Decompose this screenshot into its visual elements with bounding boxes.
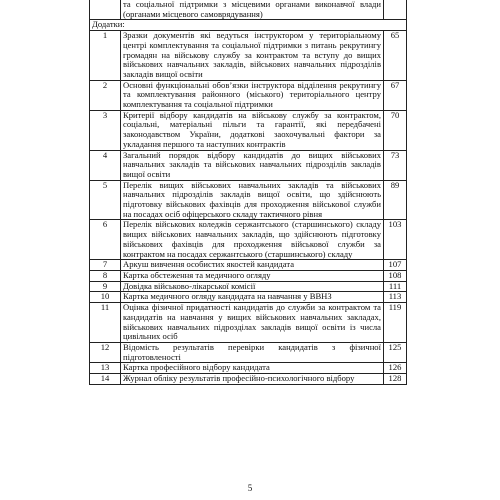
toc-row-page: 119 xyxy=(384,303,407,343)
toc-row xyxy=(90,270,407,281)
toc-row-number: 14 xyxy=(90,374,121,385)
toc-row-number: 13 xyxy=(90,363,121,374)
toc-row-title: Відомість результатів перевірки кандидатів з фізичної підготовленості xyxy=(121,342,384,362)
toc-row xyxy=(90,260,407,271)
toc-row-page: 67 xyxy=(384,80,407,110)
toc-row-number: 3 xyxy=(90,110,121,150)
toc-row-title: Перелік вищих військових навчальних закладів та військових навчальних підрозділів закладів вищої освіти, що здійснюють підготовку військових фахівців для проходження військової служби на посадах осіб офіцерського складу тактичного рівня xyxy=(121,180,384,220)
toc-row-page: 128 xyxy=(384,374,407,385)
toc-row-number: 1 xyxy=(90,31,121,81)
toc-row-number: 2 xyxy=(90,80,121,110)
toc-row xyxy=(90,303,407,343)
toc-row-page: 65 xyxy=(384,31,407,81)
toc-row-number: 9 xyxy=(90,281,121,292)
toc-row-title: Зразки документів які ведуться інструктором у територіальному центрі комплектування та соціальної підтримки з питань рекрутингу громадян на військову службу за контрактом та вступу до вищих військових навчальних закладів, військових навчальних підрозділів закладів вищої освіти xyxy=(121,31,384,81)
toc-row-page xyxy=(384,0,407,20)
toc-row xyxy=(90,180,407,220)
appendices-label: Додатки: xyxy=(90,20,407,31)
toc-row xyxy=(90,374,407,385)
toc-row-title: Картка професійного відбору кандидата xyxy=(121,363,384,374)
toc-row-page: 89 xyxy=(384,180,407,220)
toc-row-title: Критерії відбору кандидатів на військову службу за контрактом, соціальні, матеріальні пільги та гарантії, які передбачені законодавством України, додаткові заохочувальні фактори за укладання першого та наступних контрактів xyxy=(121,110,384,150)
toc-row xyxy=(90,342,407,362)
toc-body xyxy=(90,0,407,384)
toc-row-number: 12 xyxy=(90,342,121,362)
toc-row-number: 10 xyxy=(90,292,121,303)
toc-row-title: Перелік військових коледжів сержантського (старшинського) складу вищих військових навчальних закладів, що здійснюють підготовку військових фахівців для проходження військової служби за контрактом на посадах сержантського (старшинського) складу xyxy=(121,220,384,260)
toc-row-title: Аркуш вивчення особистих якостей кандидата xyxy=(121,260,384,271)
toc-row-page: 113 xyxy=(384,292,407,303)
toc-row-page: 107 xyxy=(384,260,407,271)
toc-row xyxy=(90,292,407,303)
toc-row xyxy=(90,281,407,292)
toc-row-title: Картка медичного огляду кандидата на навчання у ВВНЗ xyxy=(121,292,384,303)
toc-row-page: 73 xyxy=(384,150,407,180)
toc-row xyxy=(90,80,407,110)
toc-row-title: та соціальної підтримки з місцевими органами виконавчої влади (органами місцевого самоврядування) xyxy=(121,0,384,20)
toc-row-number: 4 xyxy=(90,150,121,180)
toc-section-row xyxy=(90,20,407,31)
toc-row-page: 70 xyxy=(384,110,407,150)
toc-row-number xyxy=(90,0,121,20)
toc-row-title: Загальний порядок відбору кандидатів до вищих військових навчальних закладів та військових навчальних підрозділів закладів вищої освіти xyxy=(121,150,384,180)
toc-row-number: 11 xyxy=(90,303,121,343)
toc-row-page: 126 xyxy=(384,363,407,374)
toc-row-page: 125 xyxy=(384,342,407,362)
toc-row-number: 7 xyxy=(90,260,121,271)
page-number: 5 xyxy=(247,483,253,493)
toc-row xyxy=(90,363,407,374)
toc-row-title: Картка обстеження та медичного огляду xyxy=(121,270,384,281)
toc-row-number: 5 xyxy=(90,180,121,220)
toc-row-title: Оцінка фізичної придатності кандидатів до служби за контрактом та кандидатів на навчання у вищих військових навчальних закладах, військових навчальних підрозділах закладів вищої освіти із числа цивільних осіб xyxy=(121,303,384,343)
toc-row-page: 111 xyxy=(384,281,407,292)
toc-row-page: 108 xyxy=(384,270,407,281)
toc-row xyxy=(90,220,407,260)
toc-row-page: 103 xyxy=(384,220,407,260)
toc-row xyxy=(90,31,407,81)
toc-row-title: Основні функціональні обов’язки інструктора відділення рекрутингу та комплектування районного (міського) територіального центру комплектування та соціальної підтримки xyxy=(121,80,384,110)
toc-row-title: Довідка військово-лікарської комісії xyxy=(121,281,384,292)
toc-row-number: 8 xyxy=(90,270,121,281)
toc-row-number: 6 xyxy=(90,220,121,260)
toc-row-title: Журнал обліку результатів професійно-психологічного відбору xyxy=(121,374,384,385)
toc-row-continuation xyxy=(90,0,407,20)
toc-row xyxy=(90,150,407,180)
table-of-contents xyxy=(89,0,407,385)
toc-row xyxy=(90,110,407,150)
